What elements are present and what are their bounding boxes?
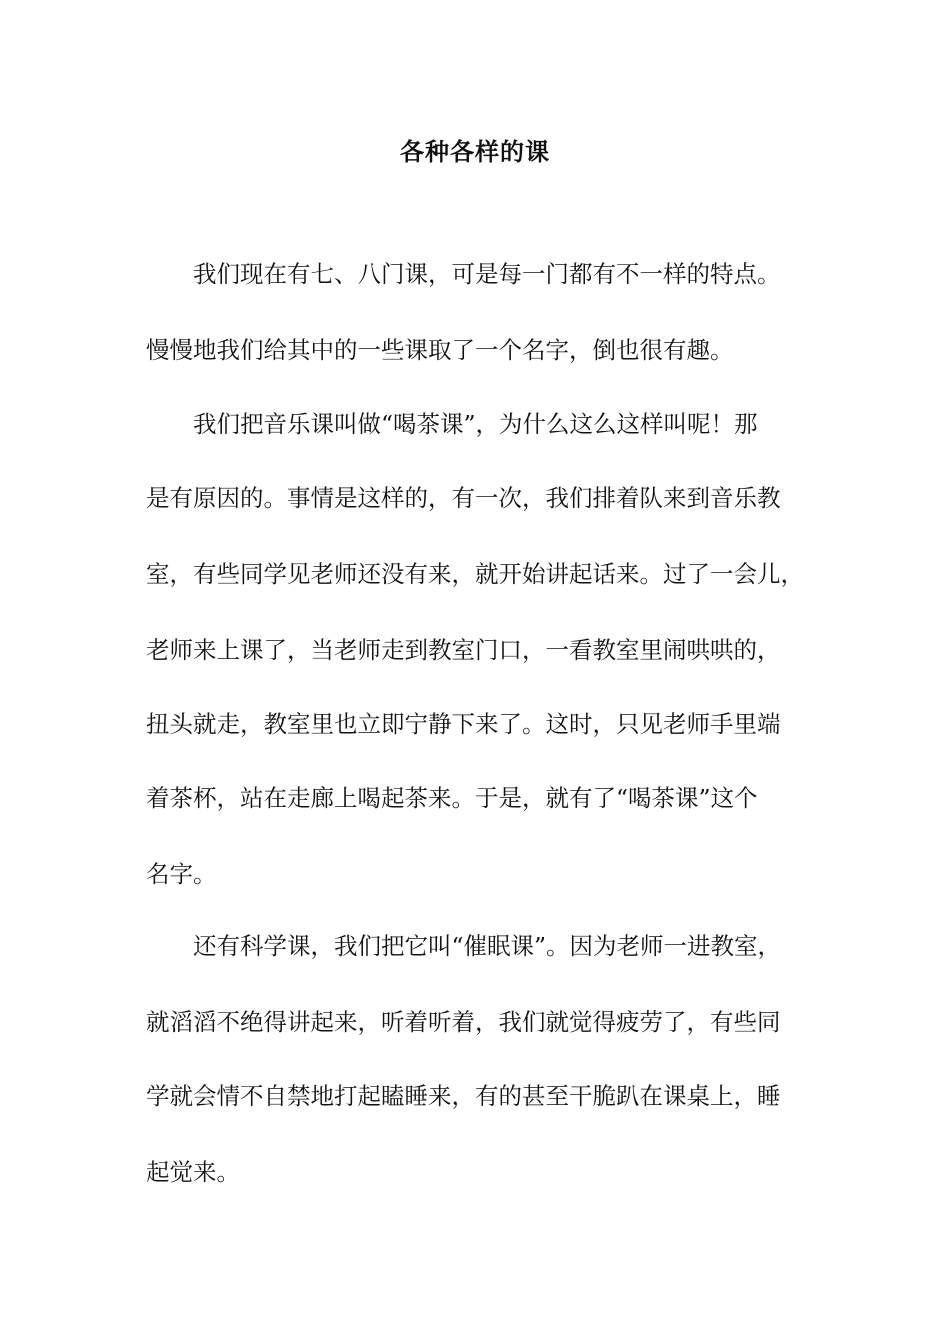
paragraph-1-line-1: 我们现在有七、八门课，可是每一门都有不一样的特点。 — [193, 260, 781, 288]
document-title: 各种各样的课 — [400, 137, 550, 166]
paragraph-2-line-3: 室，有些同学见老师还没有来，就开始讲起话来。过了一会儿， — [146, 560, 804, 588]
paragraph-1-line-2: 慢慢地我们给其中的一些课取了一个名字，倒也很有趣。 — [146, 336, 734, 364]
paragraph-2-line-6: 着茶杯，站在走廊上喝起茶来。于是，就有了“喝茶课”这个 — [146, 784, 758, 812]
paragraph-2-line-4: 老师来上课了，当老师走到教室门口，一看教室里闹哄哄的， — [146, 636, 781, 664]
paragraph-2-line-5: 扭头就走，教室里也立即宁静下来了。这时，只见老师手里端 — [146, 710, 781, 738]
paragraph-2-line-7: 名字。 — [146, 860, 217, 888]
paragraph-3-line-2: 就滔滔不绝得讲起来，听着听着，我们就觉得疲劳了，有些同 — [146, 1008, 781, 1036]
paragraph-2-line-1: 我们把音乐课叫做“喝茶课”，为什么这么这样叫呢！那 — [193, 410, 758, 438]
paragraph-3-line-1: 还有科学课，我们把它叫“催眠课”。因为老师一进教室， — [193, 932, 782, 960]
paragraph-3-line-4: 起觉来。 — [146, 1158, 240, 1186]
paragraph-3-line-3: 学就会情不自禁地打起瞌睡来，有的甚至干脆趴在课桌上，睡 — [146, 1082, 781, 1110]
paragraph-2-line-2: 是有原因的。事情是这样的，有一次，我们排着队来到音乐教 — [146, 484, 781, 512]
